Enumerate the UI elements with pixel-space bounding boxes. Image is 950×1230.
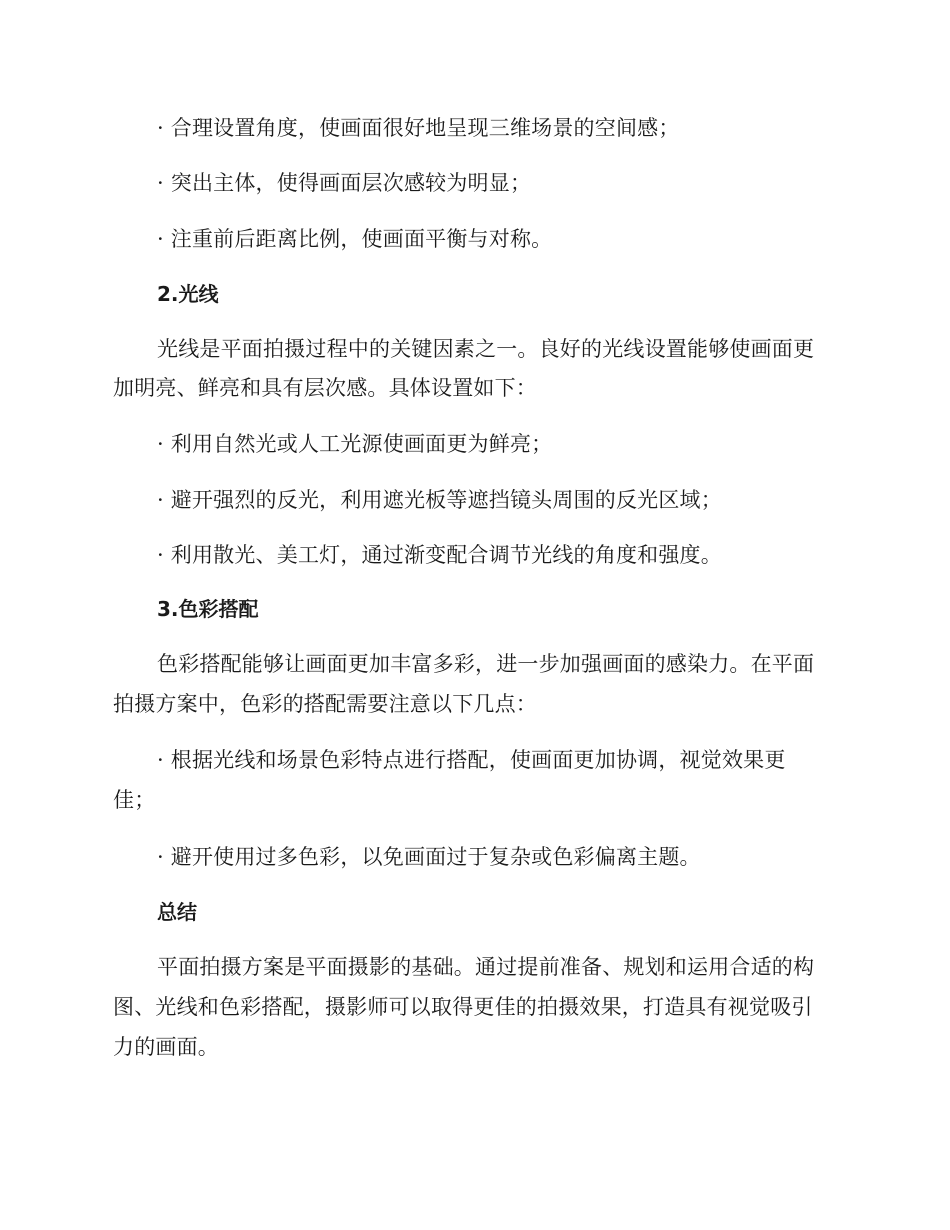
section-heading-summary: 总结 xyxy=(157,900,197,924)
bullet-item: · 根据光线和场景色彩特点进行搭配，使画面更加协调，视觉效果更 xyxy=(157,748,786,772)
section-heading-light: 2.光线 xyxy=(157,282,219,306)
paragraph-line: 图、光线和色彩搭配，摄影师可以取得更佳的拍摄效果，打造具有视觉吸引 xyxy=(113,995,813,1019)
bullet-item: · 避开强烈的反光，利用遮光板等遮挡镜头周围的反光区域； xyxy=(157,488,722,512)
bullet-continuation: 佳； xyxy=(113,788,156,812)
bullet-item: · 注重前后距离比例，使画面平衡与对称。 xyxy=(157,227,553,251)
bullet-item: · 突出主体，使得画面层次感较为明显； xyxy=(157,171,532,195)
paragraph-line: 加明亮、鲜亮和具有层次感。具体设置如下： xyxy=(113,376,537,400)
paragraph-line: 平面拍摄方案是平面摄影的基础。通过提前准备、规划和运用合适的构 xyxy=(157,955,815,979)
section-heading-color: 3.色彩搭配 xyxy=(157,597,259,621)
bullet-item: · 避开使用过多色彩，以免画面过于复杂或色彩偏离主题。 xyxy=(157,845,701,869)
bullet-item: · 利用散光、美工灯，通过渐变配合调节光线的角度和强度。 xyxy=(157,543,722,567)
paragraph-line: 拍摄方案中，色彩的搭配需要注意以下几点： xyxy=(113,692,537,716)
bullet-item: · 利用自然光或人工光源使画面更为鲜亮； xyxy=(157,432,553,456)
paragraph-line: 色彩搭配能够让画面更加丰富多彩，进一步加强画面的感染力。在平面 xyxy=(157,652,815,676)
paragraph-line: 力的画面。 xyxy=(113,1035,219,1059)
paragraph-line: 光线是平面拍摄过程中的关键因素之一。良好的光线设置能够使画面更 xyxy=(157,337,815,361)
bullet-item: · 合理设置角度，使画面很好地呈现三维场景的空间感； xyxy=(157,116,680,140)
